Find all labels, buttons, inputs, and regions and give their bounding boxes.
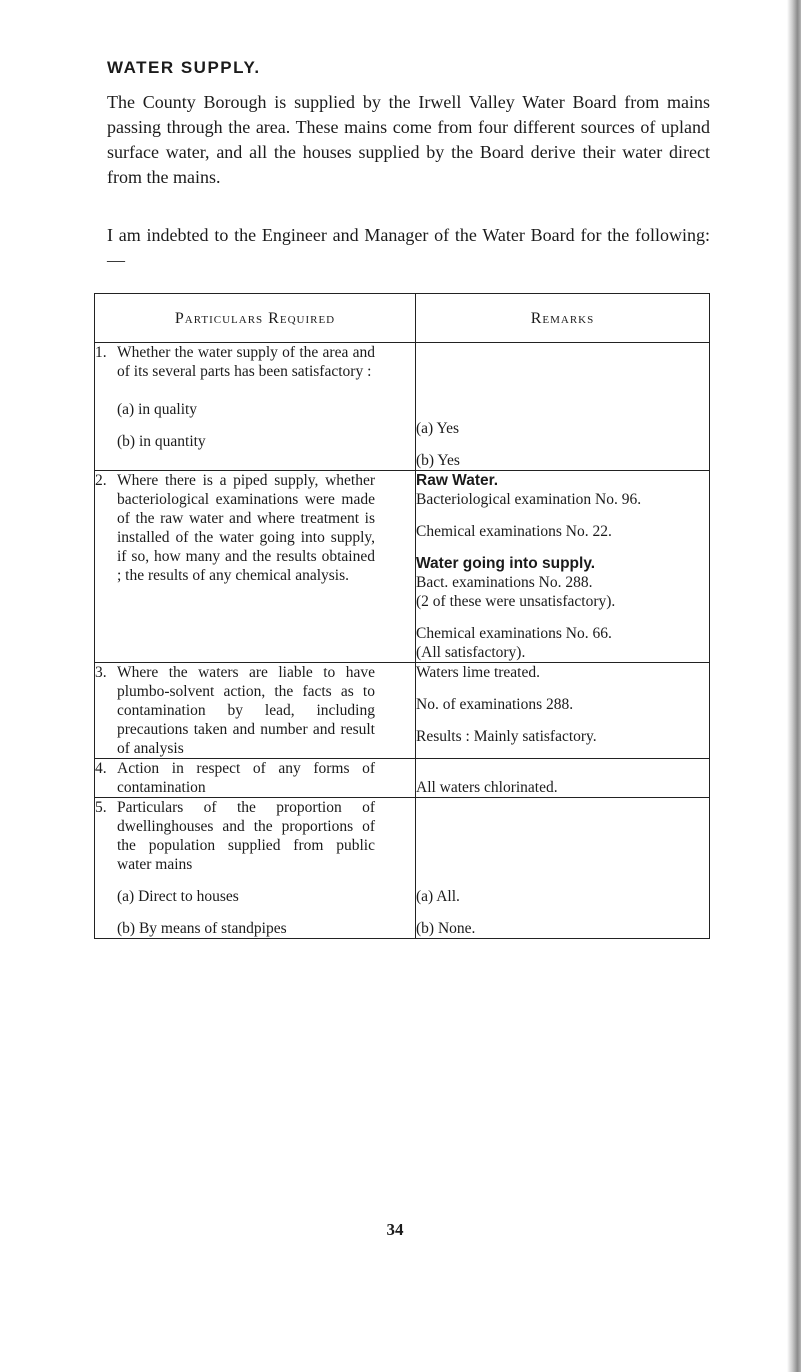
item-question: Action in respect of any forms of contamination: [117, 760, 375, 796]
remark-line: (b) Yes: [416, 452, 460, 469]
item-question: Whether the water supply of the area and of its several parts has been satisfactory :: [117, 344, 375, 380]
item-number: 3.: [95, 664, 107, 681]
remark-line: Bact. examinations No. 288.: [416, 574, 593, 591]
acknowledgement-paragraph: I am indebted to the Engineer and Manager of the Water Board for the following:—: [107, 225, 710, 270]
item-number: 2.: [95, 472, 107, 489]
particulars-cell: [95, 343, 416, 471]
item-question: Where the waters are liable to have plumbo-solvent action, the facts as to contamination by lead, including precautions taken and number and result of analysis: [117, 664, 375, 757]
table-header-row: [95, 294, 710, 343]
remark-line: Bacteriological examination No. 96.: [416, 491, 642, 508]
remark-line: All waters chlorinated.: [416, 779, 558, 796]
table-row: [95, 471, 710, 663]
header-remarks: Remarks: [416, 294, 710, 343]
remarks-cell: [416, 663, 710, 759]
remark-subheading: Raw Water.: [416, 472, 499, 489]
particulars-cell: [95, 663, 416, 759]
remarks-cell: [416, 759, 710, 798]
item-number: 5.: [95, 799, 107, 816]
remarks-cell: [416, 471, 710, 663]
water-supply-table: [94, 293, 710, 939]
table-row: [95, 759, 710, 798]
sub-item: (b) By means of standpipes: [117, 920, 287, 937]
remark-line: Results : Mainly satisfactory.: [416, 728, 597, 745]
intro-paragraph: The County Borough is supplied by the Irwell Valley Water Board from mains passing through the area. These mains come from four different sources of upland surface water, and all the houses supplied by the Board derive their water direct from the mains.: [107, 92, 710, 187]
remark-line: No. of examinations 288.: [416, 696, 574, 713]
table-row: [95, 663, 710, 759]
remark-line: (a) All.: [416, 888, 460, 905]
page-number: 34: [386, 1220, 404, 1239]
remark-line: (a) Yes: [416, 420, 460, 437]
remark-line: Waters lime treated.: [416, 664, 540, 681]
item-question: Where there is a piped supply, whether bacteriological examinations were made of the raw water and where treatment is installed of the water going into supply, if so, how many and the results obtained ; the results of any chemical analysis.: [117, 472, 375, 584]
item-number: 1.: [95, 344, 107, 361]
item-number: 4.: [95, 760, 107, 777]
particulars-cell: [95, 759, 416, 798]
particulars-cell: [95, 798, 416, 939]
item-question: Particulars of the proportion of dwellinghouses and the proportions of the population supplied from public water mains: [117, 799, 375, 873]
remark-line: (b) None.: [416, 920, 476, 937]
remark-line: (All satisfactory).: [416, 644, 526, 661]
remark-line: Chemical examinations No. 22.: [416, 523, 612, 540]
sub-item: (a) Direct to houses: [117, 888, 239, 905]
remark-line: Chemical examinations No. 66.: [416, 625, 612, 642]
remark-line: (2 of these were unsatisfactory).: [416, 593, 616, 610]
table-row: [95, 798, 710, 939]
remarks-cell: [416, 343, 710, 471]
table-row: [95, 343, 710, 471]
section-heading: WATER SUPPLY.: [107, 58, 261, 77]
sub-item: (b) in quantity: [117, 433, 206, 450]
remark-subheading: Water going into supply.: [416, 555, 596, 572]
sub-item: (a) in quality: [117, 401, 198, 418]
header-particulars: Particulars Required: [95, 294, 416, 343]
remarks-cell: [416, 798, 710, 939]
particulars-cell: [95, 471, 416, 663]
